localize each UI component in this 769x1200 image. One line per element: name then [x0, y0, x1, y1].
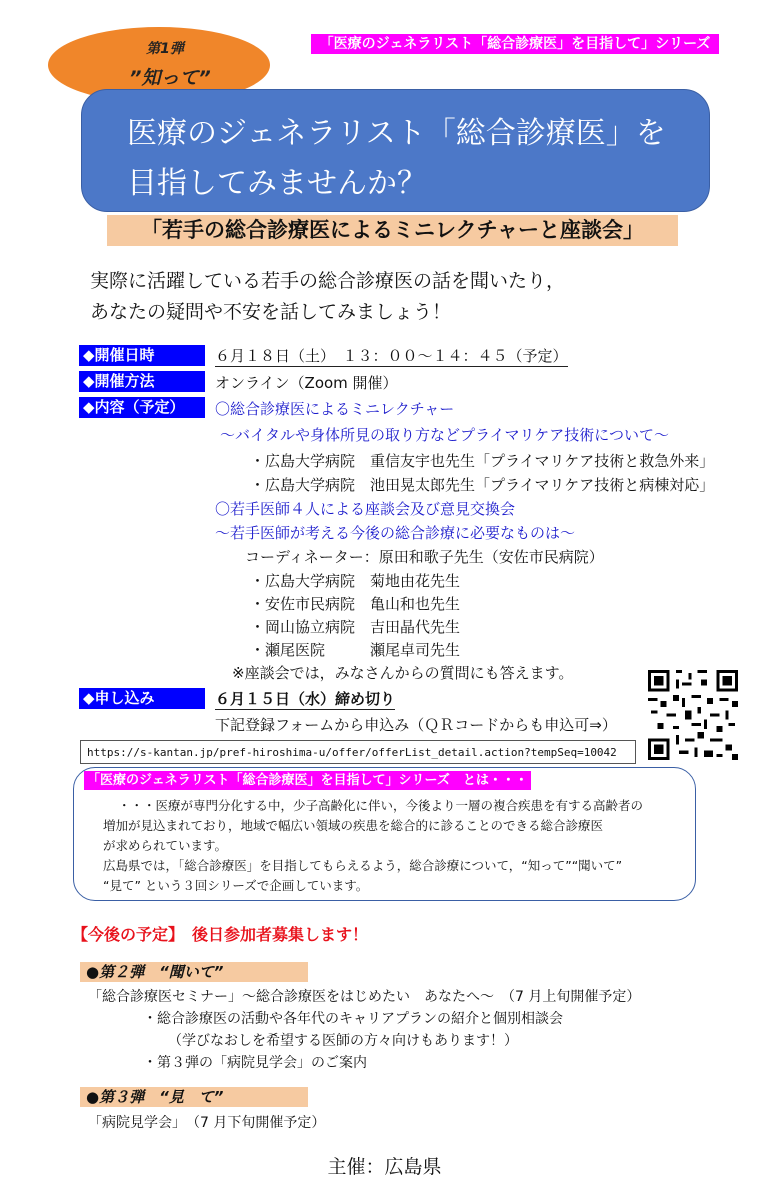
talk-title: 〇若手医師４人による座談会及び意見交換会 [215, 500, 516, 518]
about-text-line: 増加が見込まれており，地域で幅広い領域の疾患を総合的に診ることのできる総合診療医 [103, 818, 604, 833]
second-item: （学びなおしを希望する医師の方々向けもあります！） [168, 1033, 518, 1049]
intro-line1: 実際に活躍している若手の総合診療医の話を聞いたり， [90, 270, 566, 292]
lecturer-item: ・広島大学病院 重信友宇也先生「プライマリケア技術と救急外来」 [250, 452, 715, 470]
method-value: オンライン（Zoom 開催） [215, 374, 398, 392]
apply-deadline: ６月１５日（水）締め切り [215, 690, 396, 708]
about-text-line: “見て” という３回シリーズで企画しています。 [103, 878, 369, 893]
apply-label: ◆申し込み [79, 688, 205, 709]
intro-line2: あなたの疑問や不安を話してみましょう！ [90, 301, 452, 323]
talk-subtitle: ～若手医師が考える今後の総合診療に必要なものは～ [215, 524, 576, 542]
apply-instruction: 下記登録フォームから申込み（ＱＲコードからも申込可⇒） [215, 716, 617, 734]
registration-url[interactable]: https://s-kantan.jp/pref-hiroshima-u/offer/offerList_detail.action?tempSeq=10042 [80, 740, 636, 764]
qr-code-graphic [648, 670, 738, 760]
qr-code-icon[interactable] [648, 670, 738, 760]
event-subtitle: 「若手の総合診療医によるミニレクチャーと座談会」 [107, 215, 678, 246]
organizer: 主催：広島県 [327, 1156, 442, 1178]
second-installment-label: ●第２弾 “聞いて” [80, 962, 308, 982]
date-value: ６月１８日（土） １３：００～１４：４５（予定） [215, 347, 568, 365]
lecture-subtitle: ～バイタルや身体所見の取り方などプライマリケア技術について～ [220, 426, 669, 444]
lecturer-item: ・広島大学病院 池田晃太郎先生「プライマリケア技術と病棟対応」 [250, 476, 715, 494]
second-item: ・第３弾の「病院見学会」のご案内 [143, 1055, 367, 1071]
method-label: ◆開催方法 [79, 371, 205, 392]
discussion-note: ※座談会では，みなさんからの質問にも答えます。 [232, 664, 574, 682]
third-installment-title: 「病院見学会」 （7 月下旬開催予定） [88, 1115, 326, 1131]
second-installment-title: 「総合診療医セミナー」～総合診療医をはじめたい あなたへ～ （7 月上旬開催予定） [88, 989, 641, 1005]
main-title-line2: 目指してみませんか？ [127, 166, 427, 201]
installment-theme: ”知って” [129, 67, 211, 89]
future-heading: 【今後の予定】 後日参加者募集します！ [72, 925, 369, 944]
content-label: ◆内容（予定） [79, 397, 205, 418]
second-item: ・総合診療医の活動や各年代のキャリアプランの紹介と個別相談会 [143, 1011, 563, 1027]
panelist-item: ・岡山協立病院 吉田晶代先生 [250, 618, 461, 636]
panelist-item: ・瀬尾医院 瀬尾卓司先生 [250, 641, 461, 659]
about-text-line: が求められています。 [103, 838, 228, 853]
third-installment-label: ●第３弾 “見 て” [80, 1087, 308, 1107]
coordinator: コーディネーター：原田和歌子先生（安佐市民病院） [245, 548, 604, 566]
installment-number: 第1弾 [146, 41, 184, 57]
date-label: ◆開催日時 [79, 345, 205, 366]
main-title-line1: 医療のジェネラリスト「総合診療医」を [127, 116, 666, 151]
about-text-line: 広島県では，「総合診療医」を目指してもらえるよう，総合診療について，“知って”“聞いて” [103, 858, 623, 873]
panelist-item: ・広島大学病院 菊地由花先生 [250, 572, 461, 590]
series-about-title: 「医療のジェネラリスト「総合診療医」を目指して」シリーズ とは・・・ [84, 771, 531, 790]
about-text-line: ・・・医療が専門分化する中，少子高齢化に伴い，今後より一層の複合疾患を有する高齢者の [118, 798, 644, 813]
lecture-title: 〇総合診療医によるミニレクチャー [215, 400, 455, 418]
panelist-item: ・安佐市民病院 亀山和也先生 [250, 595, 461, 613]
series-banner: 「医療のジェネラリスト「総合診療医」を目指して」シリーズ [311, 34, 719, 54]
